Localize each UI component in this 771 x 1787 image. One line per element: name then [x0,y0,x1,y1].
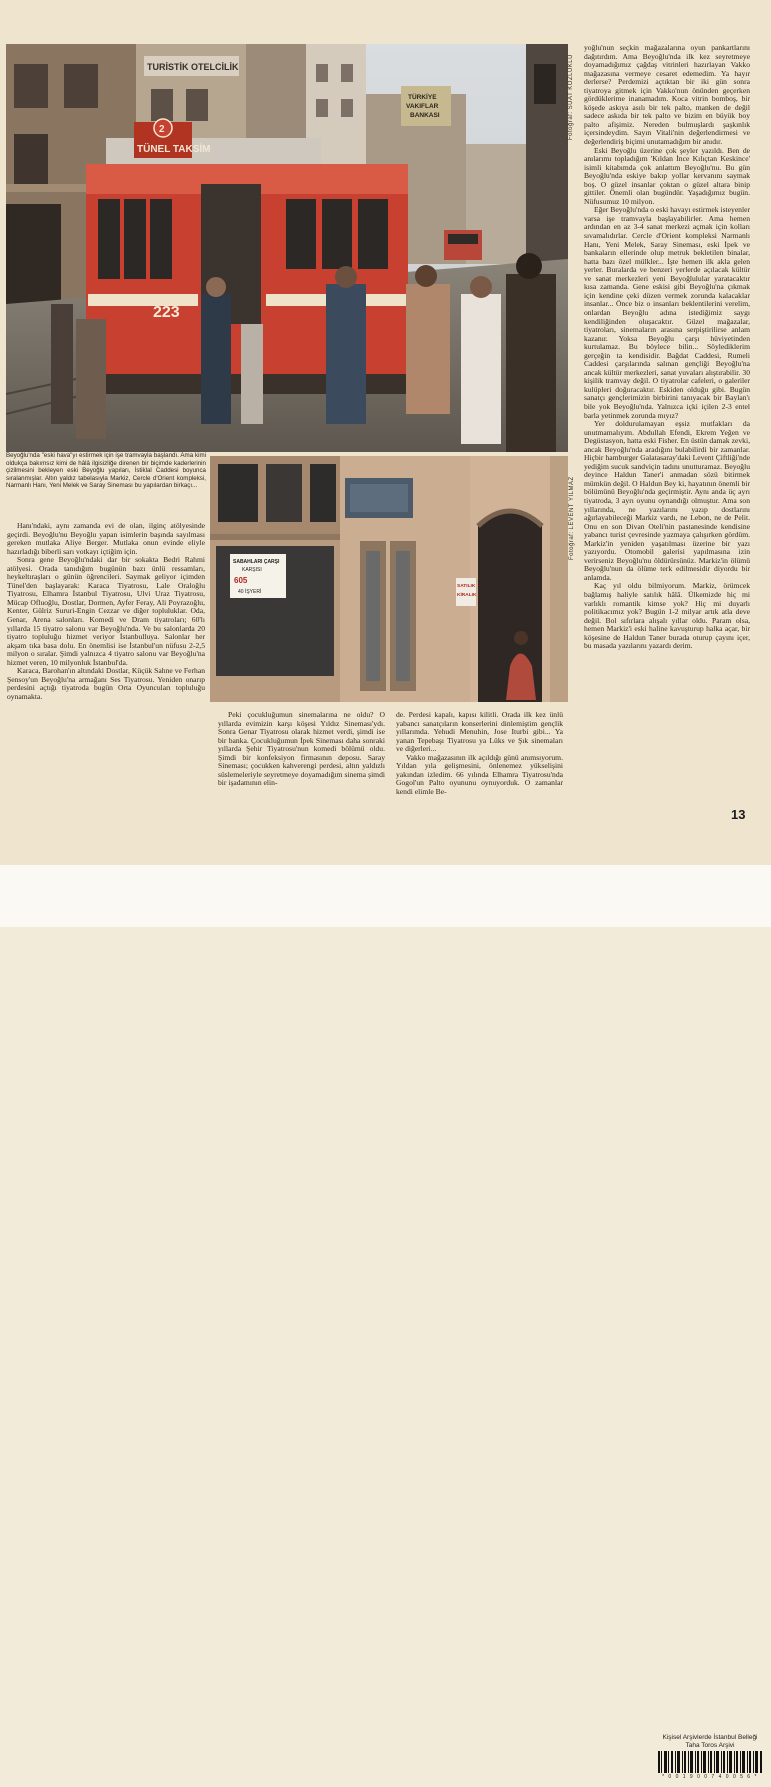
paragraph: Sonra gene Beyoğlu'ndaki dar bir sokakta Bedri Rahmi atölyesi. Orada tanıdığım bugünün bazı ünlü ressamları, heykeltıraşları o günün öğrencileri. Saymak geliyor içimden Tünel'den başlayarak: Karaca Tiyatrosu, Lale Oraloğlu Tiyatrosu, Elhamra İstanbul Tiyatrosu, Ulvi Uraz Tiyatrosu, Mücap Ofluoğlu, Dostlar, Dormen, Ayfer Feray, Ali Poyrazoğlu, Kenter, Gülriz Sururi-Engin Cezzar ve diğer topluluklar. Oda, Genar, Arena salonları. Komedi ve Dram tiyatroları; 60'lı yıllarda 15 tiyatro salonu var Beyoğlu'nda. Ve bu salonlarda 20 tiyatro topluluğu hizmet veriyor İstanbulluya. Salonlar her akşam tıka basa dolu. En önemlisi ise İstanbul'un nüfusu 2-2,5 milyon o sıralar. Şimdi yalnızca 4 tiyatro salonu var Beyoğlu'na hizmet veren, 10 milyonluk İstanbul'da. [7,555,205,667]
bank-sign-line3: BANKASI [410,112,440,119]
door-sign-line1: SATILIK [457,584,476,589]
window-sign-line3: 605 [234,576,248,585]
tram-photo [6,44,568,452]
route-number: 2 [159,124,165,135]
tram-car-number: 223 [153,304,180,321]
paragraph: Karaca, Barohan'ın altındaki Dostlar, Küçük Sahne ve Ferhan Şensoy'un Beyoğlu'na armağanı Ses Tiyatrosu. Yeniden onarıp perdesini açtığı tiyatroda bugün Orta Oyuncuları topluluğu oynamakta. [7,666,205,701]
bank-sign-line1: TÜRKİYE [408,94,437,101]
top-photo-credit: Fotoğraf: SUAT KOZLUKLU [568,54,574,140]
bank-sign-line2: VAKIFLAR [406,103,439,110]
middle-column [218,711,385,845]
paragraph: Hanı'ndaki, aynı zamanda evi de olan, ilginç atölyesinde geçirdi. Beyoğlu'nu Beyoğlu yapan isimlerin başında sayılması gereken mutlaka Aliye Berger. Mutlaka onun evinde eliyle hazırladığı biberli sarı votkayı içtiğim için. [7,522,205,556]
barcode [656,1751,764,1773]
store-sign-text: TURİSTİK OTELCİLİK [147,62,239,72]
window-sign-line4: 40 İŞYERİ [238,589,262,595]
facade-photo [210,456,568,702]
photo-caption: Beyoğlu'nda "eski hava"yı estirmek için işe tramvayla başlandı. Ama kimi oldukça bakımsız kimi de hâlâ ilgisizliğe direnen bir biçimde kaderlerinin çizilmesini bekleyen eski Beyoğlu yapıları, İstiklal Caddesi boyunca sıralanmışlar. Altın yaldız tabelasıyla Markiz, Cercle d'Orient kompleksi, Narmanlı Hanı, Yeni Melek ve Saray Sineması bu yapılardan birkaçı... [6,452,206,490]
right-column [584,44,750,840]
paragraph: Vakko mağazasının ilk açıldığı günü anımsıyorum. Yıldan yıla gelişmesini, önlenemez yükselişini yakından izledim. 66 yılında Elhamra Tiyatrosu'nda Gogol'un Palto oyununu oynuyorduk. O zamanlar kendi elimle Be- [396,752,563,796]
archive-stamp-line1: Kişisel Arşivlerde İstanbul Belleği [662,1734,758,1741]
facade-photo-drawing [210,456,568,702]
archive-stamp-line2: Taha Toros Arşivi [685,1742,735,1749]
paragraph: Kaç yıl oldu bilmiyorum. Markiz, örümcek bağlamış haliyle satılık hâlâ. Ülkemizde hiç mi varlıklı romantik kimse yok? Hiç mi duyarlı politikacımız yok? Bugün 1-2 milyar artık atla deve değil. Bol sıfırlara alışalı yıllar oldu. Param olsa, hemen Markiz'i eski haline kavuşturup halka açar, bir köşesine de Haldun Taner burada oturup çayını içer, bu masada yazılarını yazardı derim. [584,581,750,651]
bottom-photo-credit: Fotoğraf: LEVENT YILMAZ [569,476,575,560]
paragraph: Eski Beyoğlu üzerine çok şeyler yazıldı. Ben de anılarımı topladığım 'Kıldan İnce Kılıçtan Keskince' isimli kitabımda çok anlattım Beyoğlu'nu. Bu gün Beyoğlu'nda eskiye bakıp yollar kervanını saymak boş. O güzel insanlar çoktan o güzel altara binip gittiler. Önemli olan bugündür. Yaşadığımız bugün. Nüfusumuz 10 milyon. [584,145,750,206]
window-sign-line1: SABAHLARI ÇARŞI [233,559,280,565]
page-number: 13 [731,807,746,822]
paragraph: yoğlu'nun seçkin mağazalarına oyun pankartlarını dağıtırdım. Ama Beyoğlu'nda ilk kez seyretmeye doyamadığımız çağdaş vitrinleri hazırlayan Vakko mağazasına vermeye cesaret edemedim. Ya hayır derlerse? Perdemizi açtıktan bir iki gün sonra tiyatroya gitmek için Vakko'nun önünden geçerken gördüklerime inanamadım. Koca vitrin bomboş, bir köşede askıya asılı bir tek palto, manken de değil sadece askıda bir tek palto ve bizim en büyük boy palto afişimiz. Nereden bulmuşlardı şaşkınlık içersindeydim. Sayın Vitali'nin değerlendirmesi ve değerlendiriş biçimi unutamadığım bir anıdır. [584,44,750,147]
archive-strip [0,865,771,1780]
paragraph: Peki çocukluğumun sinemalarına ne oldu? O yıllarda evimizin karşı köşesi Yıldız Sineması'ydı. Sonra Genar Tiyatrosu olarak hizmet verdi, şimdi ise bir banka. Çocukluğumun İpek Sineması daha sonraki yıllarda Şehir Tiyatrosu'nun komedi bölümü oldu. Şimdi bir konfeksiyon firmasının deposu. Saray Sineması; çocukken kahverengi perdesi, altın yaldızlı süslemeleriyle seyretmeye doyamadığım sinema şimdi bir işadamının elin- [218,711,385,788]
route-name: TÜNEL TAKSİM [137,144,211,155]
newspaper-page [0,0,771,865]
third-column [396,711,563,845]
door-sign-line2: KİRALIK [457,593,477,598]
archive-stamp [653,1731,767,1787]
left-column [7,522,205,840]
barcode-number: * 0 0 1 9 0 0 7 4 0 0 5 6 * [662,1774,758,1780]
window-sign-line2: KARŞISI [242,567,262,573]
tram-photo-drawing [6,44,568,452]
paragraph: de. Perdesi kapalı, kapısı kilitli. Orada ilk kez ünlü yabancı sanatçıların konserlerini dinlemiştim gençlik yıllarımda. Yehudi Menuhin, Jose Iturbi gibi... Ya yanan Tepebaşı Tiyatrosu ya Lüks ve Şık sinemaları ve diğerleri... [396,711,563,754]
paragraph: Eğer Beyoğlu'nda o eski havayı estirmek isteyenler varsa işe tramvayla başlayabilirler. Ama hemen ardından en az 3-4 sanat merkezi açmak için kolları sıvamalıdırlar. Cercle d'Orient kompleksi Narmanlı Hanı, Yeni Melek, Saray Sineması, eski İpek ve bankaların ellerinde olup metruk bekletilen binalar, hatta bazı özel mülkler... İşte hemen ilk akla gelen yerler. Buralarda ve benzeri yerlerde açılacak kültür ve sanat merkezleri yeni Beyoğlulular yaratacaktır kısa zamanda. Gene eskisi gibi Beyoğlu'na çıkmak için kendine çeki düzen vermek zorunda kalacaklar insanlar... Önce biz o insanları beklentilerini verelim, onlardan Beyoğlu adına istediğimiz saygı kendiliğinden oluşacaktır. Güzel mağazalar, tiyatroları, sinemaların arasına serpiştirilirse anlam kazanır. Yoksa Beyoğlu çarşı hüviyetinden kurtulamaz. Bu böylece bilin... Söylediklerim gerçeğin ta kendisidir. Bağdat Caddesi, Rumeli Caddesi çarşılarında salınan gençliği Beyoğlu'na ancak kültür merkezleri, sanat yuvaları alıştırabilir. 30 kişilik tramvay değil. O tiyatrolar cafeleri, o galeriler kulüpleri doğuracaktır. Eskiden olduğu gibi. Bugün sanatçı gençlerimizin birbirini tanıyacak bir Baylan'ı bile yok Beyoğlu'nda. Yalnızca içki içilen 2-3 entel barla yetinmek zorunda mıyız? [584,205,750,420]
paragraph: Yer doldurulamayan eşsiz mutfakları da unutmamalıyım. Abdullah Efendi, Ekrem Yeğen ve Degüstasyon, hatta eski Fisher. En üstün damak zevki, ancak Beyoğlu'nda aradığını bulabilirdi bir zamanlar. Hiçbir hamburger Galatasaray'daki Levent Çiftliği'nde yediğim sucuk sandviçin tadını unutturamaz. Beyoğlu deyince Haldun Taner'i anmadan sözü bitirmek mümkün değil. O Haldun Bey ki, hayatının önemli bir bölümünü Beyoğlu'nda geçirmiştir. Aynı anda üç ayrı tiyatroda, 3 ayrı oyunu oynandığı olmuştur. Ama son yıllarında, ne yazılarını yazıp dostlarını ağırlayabileceği Markiz vardı, ne Lebon, ne de Pelit. Onu en son Divan Oteli'nin pastanesinde kendisine yabancı turist çevresinde yazmaya çalışırken gördüm. Markiz'in yeniden yaşatılması üzerine bir yazı yazıyordu. Otomobil galerisi yapılmasına izin verirseniz Beyoğlu'nu öldürürsünüz. Markiz'in ölümü Beyoğlu'nun da ölüme terk edilmesidir diyordu bir anlamda. [584,419,750,582]
